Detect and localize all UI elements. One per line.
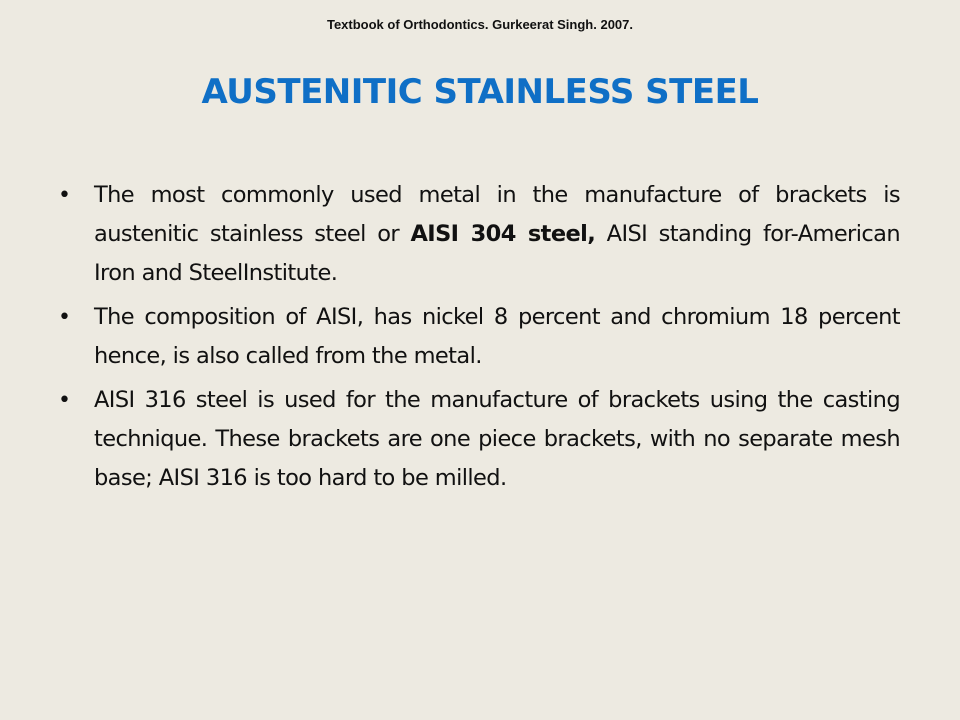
bullet-item-3	[58, 381, 900, 498]
bullet-text-1-bold: AISI 304 steel,	[410, 221, 596, 247]
bullet-text-1-end: AISI standing for-American Iron and SteelInstitute.	[94, 221, 900, 286]
bullet-list	[58, 176, 900, 503]
slide-title: AUSTENITIC STAINLESS STEEL	[201, 72, 759, 112]
bullet-item-1	[58, 176, 900, 293]
bullet-text-2: The composition of AISI, has nickel 8 percent and chromium 18 percent hence, is also called from the metal.	[94, 304, 900, 369]
bullet-marker: •	[58, 183, 71, 208]
bullet-marker: •	[58, 305, 71, 330]
bullet-item-2	[58, 298, 900, 376]
bullet-text-1-start: The most commonly used metal in the manufacture of brackets is austenitic stainless steel or	[94, 182, 900, 247]
bullet-marker: •	[58, 388, 71, 413]
bullet-text-3: AISI 316 steel is used for the manufacture of brackets using the casting technique. These brackets are one piece brackets, with no separate mesh base; AISI 316 is too hard to be milled.	[94, 387, 900, 491]
citation-text: Textbook of Orthodontics. Gurkeerat Singh. 2007.	[326, 17, 634, 32]
